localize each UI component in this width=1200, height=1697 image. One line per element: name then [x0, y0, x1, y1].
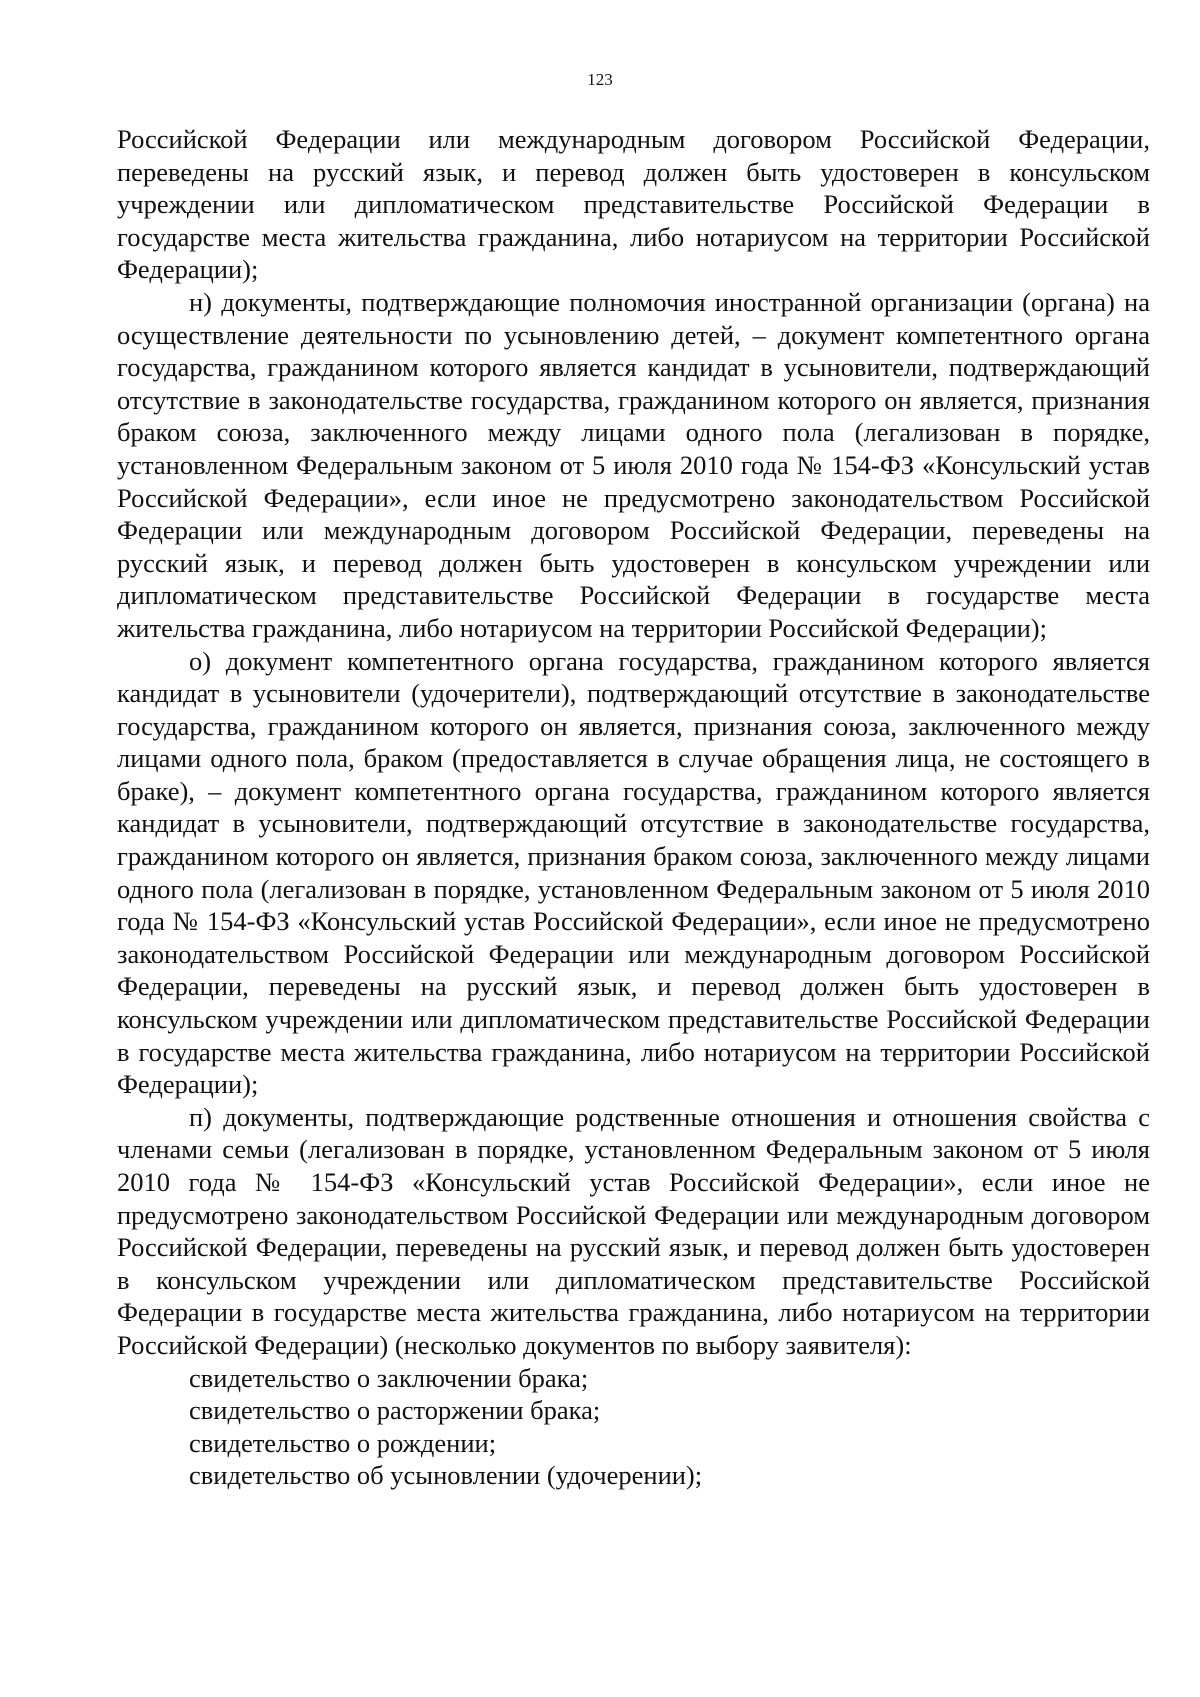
- document-body: [117, 123, 1150, 1492]
- paragraph-item-n: н) документы, подтверждающие полномочия иностранной организации (органа) на осуществление деятельности по усыновлению детей, – документ компетентного органа государства, гражданином которого является кандидат в усыновители, подтверждающий отсутствие в законодательстве государства, гражданином которого он является, признания браком союза, заключенного между лицами одного пола (легализован в порядке, установленном Федеральным законом от 5 июля 2010 года № 154-ФЗ «Консульский устав Российской Федерации», если иное не предусмотрено законодательством Российской Федерации или международным договором Российской Федерации, переведены на русский язык, и перевод должен быть удостоверен в консульском учреждении или дипломатическом представительстве Российской Федерации в государстве места жительства гражданина, либо нотариусом на территории Российской Федерации);: [117, 286, 1150, 643]
- list-item: свидетельство о рождении;: [189, 1427, 497, 1458]
- paragraph-continuation: Российской Федерации или международным договором Российской Федерации, переведены на русский язык, и перевод должен быть удостоверен в консульском учреждении или дипломатическом представительстве Российской Федерации в государстве места жительства гражданина, либо нотариусом на территории Российской Федерации);: [117, 124, 1150, 285]
- list-item: свидетельство о заключении брака;: [189, 1362, 589, 1393]
- paragraph-item-p: п) документы, подтверждающие родственные отношения и отношения свойства с членами семьи (легализован в порядке, установленном Федеральным законом от 5 июля 2010 года № 154-ФЗ «Консульский устав Российской Федерации», если иное не предусмотрено законодательством Российской Федерации или международным договором Российской Федерации, переведены на русский язык, и перевод должен быть удостоверен в консульском учреждении или дипломатическом представительстве Российской Федерации в государстве места жительства гражданина, либо нотариусом на территории Российской Федерации) (несколько документов по выбору заявителя):: [117, 1101, 1150, 1360]
- list-item: свидетельство об усыновлении (удочерении);: [189, 1460, 703, 1491]
- page-number: 123: [587, 70, 613, 89]
- paragraph-item-o: о) документ компетентного органа государства, гражданином которого является кандидат в усыновители (удочерители), подтверждающий отсутствие в законодательстве государства, гражданином которого он является, признания союза, заключенного между лицами одного пола, браком (предоставляется в случае обращения лица, не состоящего в браке), – документ компетентного органа государства, гражданином которого является кандидат в усыновители, подтверждающий отсутствие в законодательстве государства, гражданином которого он является, признания браком союза, заключенного между лицами одного пола (легализован в порядке, установленном Федеральным законом от 5 июля 2010 года № 154-ФЗ «Консульский устав Российской Федерации», если иное не предусмотрено законодательством Российской Федерации или международным договором Российской Федерации, переведены на русский язык, и перевод должен быть удостоверен в консульском учреждении или дипломатическом представительстве Российской Федерации в государстве места жительства гражданина, либо нотариусом на территории Российской Федерации);: [117, 645, 1150, 1100]
- list-item: свидетельство о расторжении брака;: [189, 1395, 601, 1426]
